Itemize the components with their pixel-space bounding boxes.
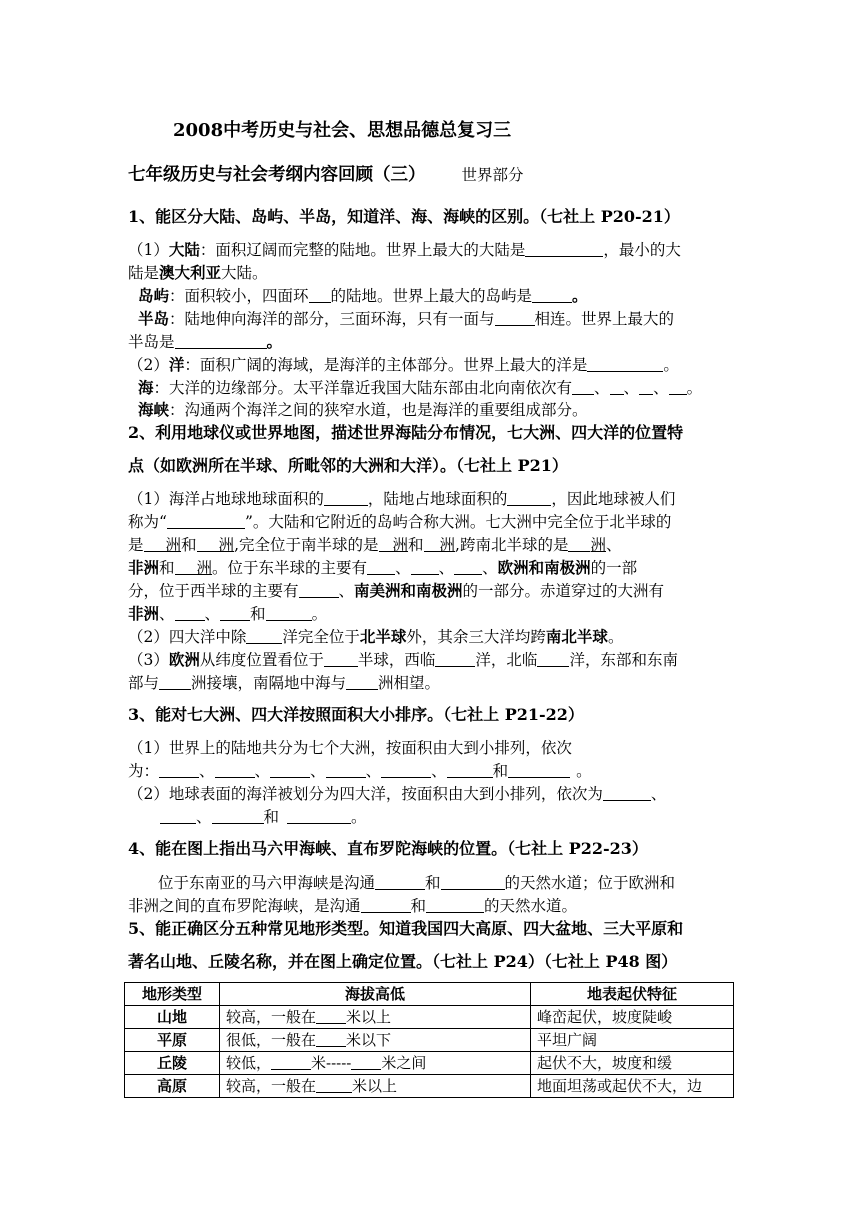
answer-blank[interactable]	[525, 241, 603, 257]
relief-cell: 峰峦起伏，坡度陡峻	[531, 1006, 734, 1029]
table-row	[125, 1075, 734, 1098]
answer-blank[interactable]	[639, 379, 653, 395]
topic-4-line: 位于东南亚的马六甲海峡是沟通 和 的天然水道；位于欧洲和	[158, 874, 676, 892]
answer-blank[interactable]	[175, 559, 197, 575]
landform-type: 丘陵	[125, 1052, 220, 1075]
topic-3-line: （1）世界上的陆地共分为七个大洲，按面积由大到小排列，依次	[128, 739, 572, 757]
answer-blank[interactable]	[669, 379, 687, 395]
answer-blank[interactable]	[587, 356, 663, 372]
table-header: 地表起伏特征	[531, 983, 734, 1006]
answer-blank[interactable]	[316, 1008, 346, 1024]
landform-table	[124, 982, 734, 1098]
answer-blank[interactable]	[316, 1031, 346, 1047]
answer-blank[interactable]	[426, 897, 484, 913]
document-title: 2008中考历史与社会、思想品德总复习三	[173, 120, 512, 141]
answer-blank[interactable]	[309, 287, 331, 303]
answer-blank[interactable]	[197, 536, 219, 552]
landform-type: 高原	[125, 1075, 220, 1098]
answer-blank[interactable]	[324, 490, 368, 506]
topic-4-heading: 4、能在图上指出马六甲海峡、直布罗陀海峡的位置。（七社上 P22-23）	[128, 839, 648, 858]
answer-blank[interactable]	[381, 762, 431, 778]
answer-blank[interactable]	[220, 605, 250, 621]
altitude-cell: 很低，一般在 米以下	[220, 1029, 531, 1052]
answer-blank[interactable]	[212, 808, 264, 824]
topic-3-line: 为： 、 、 、 、 、 和 。	[128, 762, 592, 780]
answer-blank[interactable]	[346, 674, 378, 690]
topic-1-line: 半岛是 。	[128, 332, 283, 351]
answer-blank[interactable]	[266, 605, 312, 621]
answer-blank[interactable]	[361, 897, 411, 913]
answer-blank[interactable]	[351, 1054, 381, 1070]
answer-blank[interactable]	[435, 651, 475, 667]
topic-2-line: 称为“ ”。大陆和它附近的岛屿合称大洲。七大洲中完全位于北半球的	[128, 513, 672, 531]
landform-type: 山地	[125, 1006, 220, 1029]
answer-blank[interactable]	[537, 651, 569, 667]
section-heading-sub: 世界部分	[461, 166, 524, 184]
answer-blank[interactable]	[287, 808, 351, 824]
topic-2-line: 是 洲和 洲,完全位于南半球的是 洲和 洲,跨南北半球的是 洲、	[128, 536, 622, 554]
topic-5-heading: 5、能正确区分五种常见地形类型。知道我国四大高原、四大盆地、三大平原和	[128, 919, 684, 938]
answer-blank[interactable]	[160, 808, 196, 824]
table-header-row	[125, 983, 734, 1006]
answer-blank[interactable]	[454, 559, 482, 575]
topic-2-line: （2）四大洋中除 洋完全位于北半球外，其余三大洋均跨南北半球。	[128, 627, 624, 646]
answer-blank[interactable]	[379, 536, 393, 552]
answer-blank[interactable]	[246, 628, 282, 644]
topic-2-line: 部与 洲接壤，南隔地中海与 洲相望。	[128, 674, 441, 692]
answer-blank[interactable]	[167, 513, 245, 529]
answer-blank[interactable]	[159, 762, 199, 778]
topic-4-line: 非洲之间的直布罗陀海峡，是沟通 和 的天然水道。	[128, 897, 578, 915]
answer-blank[interactable]	[367, 559, 395, 575]
topic-2-line: 非洲、 、 和 。	[128, 604, 328, 623]
relief-cell: 平坦广阔	[531, 1029, 734, 1052]
answer-blank[interactable]	[441, 874, 505, 890]
topic-2-line: （3）欧洲从纬度位置看位于 半球，西临 洋，北临 洋，东部和东南	[128, 650, 678, 669]
answer-blank[interactable]	[175, 605, 205, 621]
topic-2-line: 分，位于西半球的主要有 、南美洲和南极洲的一部分。赤道穿过的大洲有	[128, 581, 665, 600]
answer-blank[interactable]	[270, 762, 310, 778]
answer-blank[interactable]	[215, 762, 255, 778]
section-heading	[128, 161, 524, 186]
table-row	[125, 1006, 734, 1029]
answer-blank[interactable]	[175, 333, 267, 349]
altitude-cell: 较高，一般在 米以上	[220, 1075, 531, 1098]
topic-5-heading: 著名山地、丘陵名称，并在图上确定位置。（七社上 P24）（七社上 P48 图）	[128, 952, 678, 971]
relief-cell: 起伏不大，坡度和缓	[531, 1052, 734, 1075]
answer-blank[interactable]	[316, 1077, 352, 1093]
topic-2-heading: 点（如欧洲所在半球、所毗邻的大洲和大洋）。（七社上 P21）	[128, 456, 568, 475]
topic-1-line: 岛屿：面积较小，四面环 的陆地。世界上最大的岛屿是 。	[138, 286, 588, 305]
topic-3-line: （2）地球表面的海洋被划分为四大洋，按面积由大到小排列，依次为 、	[128, 785, 667, 803]
answer-blank[interactable]	[508, 762, 570, 778]
altitude-cell: 较高，一般在 米以上	[220, 1006, 531, 1029]
section-heading-main: 七年级历史与社会考纲内容回顾（三）	[128, 165, 426, 185]
answer-blank[interactable]	[572, 379, 594, 395]
answer-blank[interactable]	[375, 874, 425, 890]
answer-blank[interactable]	[144, 536, 166, 552]
topic-2-heading: 2、利用地球仪或世界地图，描述世界海陆分布情况，七大洲、四大洋的位置特	[128, 423, 684, 442]
topic-1-line: 海峡：沟通两个海洋之间的狭窄水道，也是海洋的重要组成部分。	[138, 400, 588, 419]
answer-blank[interactable]	[495, 310, 535, 326]
table-row	[125, 1052, 734, 1075]
answer-blank[interactable]	[610, 379, 624, 395]
topic-1-line: 海：大洋的边缘部分。太平洋靠近我国大陆东部由北向南依次有 、 、 、 。	[138, 378, 703, 397]
answer-blank[interactable]	[411, 559, 439, 575]
answer-blank[interactable]	[568, 536, 590, 552]
topic-1-heading: 1、能区分大陆、岛屿、半岛，知道洋、海、海峡的区别。（七社上 P20-21）	[128, 207, 680, 226]
relief-cell: 地面坦荡或起伏不大，边	[531, 1075, 734, 1098]
landform-type: 平原	[125, 1029, 220, 1052]
answer-blank[interactable]	[507, 490, 551, 506]
topic-2-line: 非洲和 洲。位于东半球的主要有 、 、 、欧洲和南极洲的一部	[128, 558, 638, 577]
table-header: 地形类型	[125, 983, 220, 1006]
altitude-cell: 较低， 米----- 米之间	[220, 1052, 531, 1075]
answer-blank[interactable]	[271, 1054, 311, 1070]
topic-1-line: 陆是澳大利亚大陆。	[128, 263, 268, 282]
answer-blank[interactable]	[532, 287, 572, 303]
table-row	[125, 1029, 734, 1052]
topic-1-line: （2）洋：面积广阔的海域，是海洋的主体部分。世界上最大的洋是 。	[128, 355, 679, 374]
answer-blank[interactable]	[424, 536, 440, 552]
topic-1-line: （1）大陆：面积辽阔而完整的陆地。世界上最大的大陆是 ，最小的大	[128, 240, 681, 259]
topic-3-line: 、 和 。	[160, 806, 780, 828]
topic-3-heading: 3、能对七大洲、四大洋按照面积大小排序。（七社上 P21-22）	[128, 705, 584, 724]
topic-2-line: （1）海洋占地球地球面积的 ，陆地占地球面积的 ，因此地球被人们	[128, 490, 676, 508]
topic-1-line: 半岛：陆地伸向海洋的部分，三面环海，只有一面与 相连。世界上最大的	[138, 309, 675, 328]
answer-blank[interactable]	[324, 651, 358, 667]
answer-blank[interactable]	[603, 785, 651, 801]
table-header: 海拔高低	[220, 983, 531, 1006]
answer-blank[interactable]	[159, 674, 191, 690]
answer-blank[interactable]	[326, 762, 366, 778]
answer-blank[interactable]	[299, 582, 339, 598]
answer-blank[interactable]	[447, 762, 493, 778]
